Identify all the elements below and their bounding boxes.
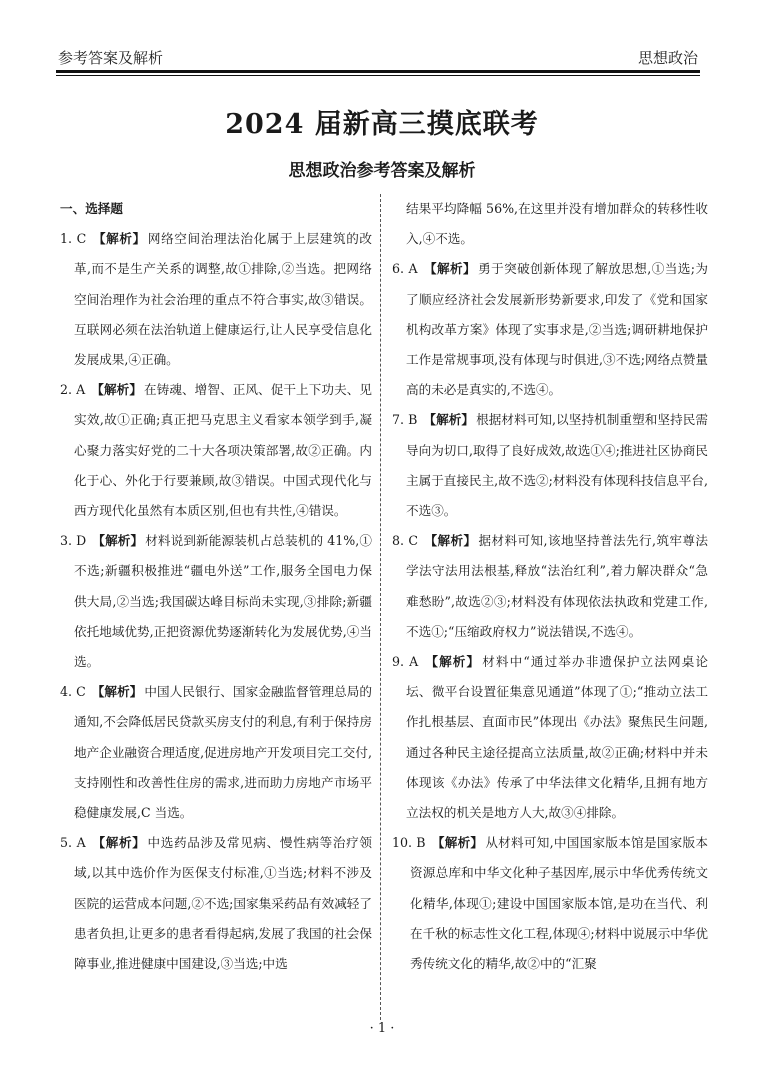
answer-item: [60, 677, 372, 828]
analysis-tag: 【解析】: [92, 231, 146, 247]
answer-item: [392, 405, 708, 526]
answer-item: [392, 254, 708, 405]
analysis-text: 中国人民银行、国家金融监督管理总局的通知,不会降低居民贷款买房支付的利息,有利于保持房地产企业融资合理适度,促进房地产开发项目完工交付,支持刚性和改善性住房的需求,进而助力房地产市场平稳健康发展,C 当选。: [74, 684, 373, 821]
analysis-text: 网络空间治理法治化属于上层建筑的改革,而不是生产关系的调整,故①排除,②当选。把网络空间治理作为社会治理的重点不符合事实,故③错误。互联网必须在法治轨道上健康运行,让人民享受信息化发展成果,④正确。: [74, 231, 373, 368]
answer-item: [60, 526, 372, 677]
answer-number: 4. C: [60, 684, 86, 700]
answer-number: 5. A: [60, 835, 86, 851]
analysis-text: 据材料可知,该地坚持普法先行,筑牢尊法学法守法用法根基,释放“法治红利”,着力解决群众“急难愁盼”,故选②③;材料没有体现依法执政和党建工作,不选①;“压缩政府权力”说法错误,不选④。: [406, 533, 708, 639]
answer-number: 8. C: [392, 533, 419, 549]
analysis-tag: 【解析】: [91, 684, 143, 700]
right-question-list: [392, 254, 708, 979]
answer-item: [60, 828, 372, 979]
answer-number: 3. D: [60, 533, 87, 549]
page-number: · 1 ·: [369, 1021, 395, 1036]
analysis-tag: 【解析】: [423, 412, 475, 428]
analysis-text: 从材料可知,中国国家版本馆是国家版本资源总库和中华文化种子基因库,展示中华优秀传统文化精华,体现①;建设中国国家版本馆,是功在当代、利在千秋的标志性文化工程,体现④;材料中说展示中华优秀传统文化的精华,故②中的“汇聚: [410, 835, 708, 972]
header-rule: [56, 70, 700, 76]
analysis-text: 勇于突破创新体现了解放思想,①当选;为了顺应经济社会发展新形势新要求,印发了《党和国家机构改革方案》体现了实事求是,②当选;调研耕地保护工作是常规事项,没有体现与时俱进,③不选;网络点赞量高的未必是真实的,不选④。: [406, 261, 709, 398]
answer-item: [60, 375, 372, 526]
header-left-label: 参考答案及解析: [58, 49, 164, 67]
analysis-tag: 【解析】: [424, 533, 477, 549]
analysis-tag: 【解析】: [423, 261, 477, 277]
analysis-tag: 【解析】: [92, 533, 144, 549]
answer-item: [392, 647, 708, 828]
header-subject-label: 思想政治: [637, 49, 698, 67]
analysis-text: 中选药品涉及常见病、慢性病等治疗领域,以其中选价作为医保支付标准,①当选;材料不涉及医院的运营成本问题,②不选;国家集采药品有效减轻了患者负担,让更多的患者看得起病,发展了我国的社会保障事业,推进健康中国建设,③当选;中选: [74, 835, 373, 972]
analysis-tag: 【解析】: [92, 835, 146, 851]
answer-number: 10. B: [392, 835, 426, 851]
analysis-text: 根据材料可知,以坚持机制重塑和坚持民需导向为切口,取得了良好成效,故选①④;推进社区协商民主属于直接民主,故不选②;材料没有体现科技信息平台,不选③。: [406, 412, 708, 519]
column-divider: [380, 194, 381, 1020]
analysis-tag: 【解析】: [431, 835, 484, 851]
answer-number: 1. C: [60, 231, 87, 247]
left-column: [60, 194, 372, 979]
answer-item: [60, 224, 372, 375]
answer-number: 6. A: [392, 261, 418, 277]
document-subtitle: 思想政治参考答案及解析: [288, 161, 476, 181]
left-question-list: [60, 224, 372, 979]
answer-number: 9. A: [392, 654, 419, 670]
section-heading: 一、选择题: [60, 201, 123, 216]
answer-item: [392, 828, 708, 979]
right-column: [392, 194, 708, 979]
continuation-paragraph: 结果平均降幅 56%,在这里并没有增加群众的转移性收入,④不选。: [406, 201, 708, 247]
analysis-tag: 【解析】: [425, 654, 481, 670]
analysis-text: 材料中“通过举办非遗保护立法网桌论坛、微平台设置征集意见通道”体现了①;“推动立法工作扎根基层、直面市民”体现出《办法》聚焦民生问题,通过各种民主途径提高立法质量,故②正确;材料中并未体现该《办法》传承了中华法律文化精华,且拥有地方立法权的机关是地方人大,故③④排除。: [406, 654, 708, 821]
document-title: 2024 届新高三摸底联考: [225, 109, 539, 140]
analysis-text: 材料说到新能源装机占总装机的 41%,①不选;新疆积极推进“疆电外送”工作,服务全国电力保供大局,②当选;我国碳达峰目标尚未实现,③排除;新疆依托地域优势,正把资源优势逐渐转化为发展优势,④当选。: [74, 533, 372, 670]
analysis-tag: 【解析】: [91, 382, 142, 398]
answer-item: [392, 526, 708, 647]
answer-number: 7. B: [392, 412, 418, 428]
analysis-text: 在铸魂、增智、正风、促干上下功夫、见实效,故①正确;真正把马克思主义看家本领学到手,凝心聚力落实好党的二十大各项决策部署,故②正确。内化于心、外化于行要兼顾,故③错误。中国式现代化与西方现代化虽然有本质区别,但也有共性,④错误。: [74, 382, 372, 519]
answer-number: 2. A: [60, 382, 86, 398]
